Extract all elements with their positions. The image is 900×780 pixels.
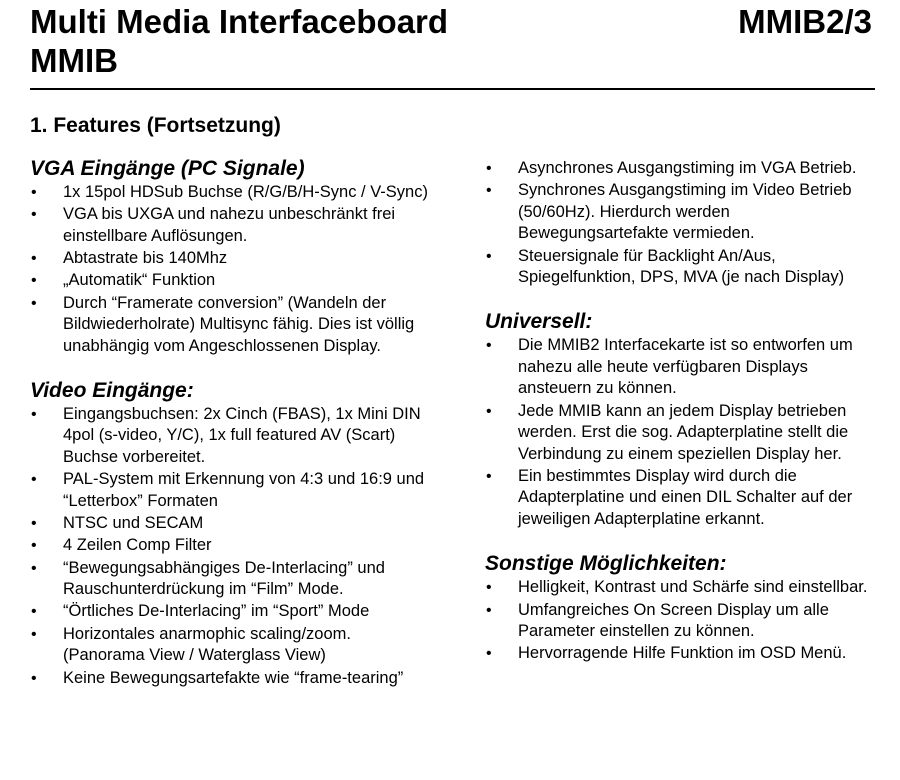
list-item-text: Hervorragende Hilfe Funktion im OSD Menü. bbox=[518, 644, 847, 663]
list-item bbox=[30, 469, 430, 512]
video-section bbox=[30, 378, 430, 689]
bullet-icon: • bbox=[31, 184, 37, 201]
bullet-icon: • bbox=[31, 206, 37, 224]
vga-section bbox=[30, 156, 430, 357]
list-item-text: Ein bestimmtes Display wird durch die Adapterplatine und einen DIL Schalter auf der jeweiligen Adapterplatine erkannt. bbox=[518, 466, 853, 528]
list-item-text: Die MMIB2 Interfacekarte ist so entworfen um nahezu alle heute verfügbaren Displays ansteuern zu können. bbox=[518, 336, 853, 398]
video-list bbox=[30, 404, 430, 689]
list-item bbox=[485, 401, 875, 466]
list-item-text: Steuersignale für Backlight An/Aus, Spiegelfunktion, DPS, MVA (je nach Display) bbox=[518, 246, 845, 287]
list-item bbox=[485, 643, 875, 665]
output-continued-list bbox=[485, 158, 875, 289]
list-item-text: “Bewegungsabhängiges De-Interlacing” und Rauschunterdrückung im “Film” Mode. bbox=[63, 558, 385, 599]
header-rule bbox=[30, 88, 875, 90]
list-item-text: Synchrones Ausgangstiming im Video Betrieb (50/60Hz). Hierdurch werden Bewegungsartefakte vermieden. bbox=[518, 181, 852, 243]
bullet-icon: • bbox=[486, 182, 492, 200]
list-item bbox=[30, 248, 430, 270]
bullet-icon: • bbox=[31, 250, 37, 268]
list-item bbox=[485, 466, 875, 531]
spacer bbox=[30, 358, 430, 378]
list-item-text: NTSC und SECAM bbox=[63, 514, 204, 533]
bullet-icon: • bbox=[486, 337, 492, 355]
bullet-icon: • bbox=[486, 402, 492, 420]
list-item bbox=[30, 535, 430, 557]
bullet-icon: • bbox=[486, 247, 492, 265]
list-item-text: Helligkeit, Kontrast und Schärfe sind einstellbar. bbox=[518, 578, 868, 597]
list-item-text: Jede MMIB kann an jedem Display betrieben werden. Erst die sog. Adapterplatine stellt die Verbindung zu einem speziellen Display her. bbox=[518, 401, 849, 463]
sonstige-section bbox=[485, 551, 875, 665]
universell-title: Universell: bbox=[485, 310, 593, 334]
list-item bbox=[485, 335, 875, 400]
list-item bbox=[485, 600, 875, 643]
vga-title: VGA Eingänge (PC Signale) bbox=[30, 157, 305, 180]
list-item bbox=[30, 270, 430, 292]
bullet-icon: • bbox=[31, 272, 37, 290]
bullet-icon: • bbox=[486, 645, 492, 663]
bullet-icon: • bbox=[31, 559, 37, 577]
spacer bbox=[485, 531, 875, 551]
list-item-text: VGA bis UXGA und nahezu unbeschränkt frei einstellbare Auflösungen. bbox=[63, 205, 396, 245]
video-title: Video Eingänge: bbox=[30, 378, 194, 402]
list-item bbox=[30, 204, 430, 247]
sonstige-title: Sonstige Möglichkeiten: bbox=[485, 552, 727, 576]
bullet-icon: • bbox=[486, 601, 492, 619]
bullet-icon: • bbox=[31, 603, 37, 621]
bullet-icon: • bbox=[486, 160, 492, 177]
bullet-icon: • bbox=[31, 471, 37, 489]
list-item-text: 4 Zeilen Comp Filter bbox=[63, 536, 212, 555]
list-item bbox=[30, 558, 430, 601]
list-item-text: Horizontales anarmophic scaling/zoom. (Panorama View / Waterglass View) bbox=[63, 624, 351, 665]
bullet-icon: • bbox=[31, 625, 37, 643]
bullet-icon: • bbox=[31, 405, 37, 423]
list-item bbox=[30, 182, 430, 204]
list-item bbox=[485, 180, 875, 245]
list-item bbox=[30, 601, 430, 623]
bullet-icon: • bbox=[486, 579, 492, 597]
vga-list bbox=[30, 182, 430, 357]
list-item bbox=[485, 577, 875, 599]
spacer bbox=[485, 289, 875, 309]
list-item bbox=[30, 668, 430, 690]
list-item bbox=[30, 404, 430, 469]
list-item-text: PAL-System mit Erkennung von 4:3 und 16:9 und “Letterbox” Formaten bbox=[63, 470, 425, 510]
list-item-text: Eingangsbuchsen: 2x Cinch (FBAS), 1x Mini DIN 4pol (s-video, Y/C), 1x full featured AV (Scart) Buchse vorbereitet. bbox=[63, 404, 421, 466]
universell-section bbox=[485, 309, 875, 530]
left-column bbox=[30, 156, 430, 690]
list-item bbox=[30, 293, 430, 358]
model-number: MMIB2/3 bbox=[738, 3, 872, 40]
list-item-text: Umfangreiches On Screen Display um alle Parameter einstellen zu können. bbox=[518, 600, 829, 641]
list-item-text: Durch “Framerate conversion” (Wandeln der Bildwiederholrate) Multisync fähig. Dies ist völlig unabhängig vom Angeschlossenen Display. bbox=[63, 293, 415, 355]
list-item-text: “Örtliches De-Interlacing” im “Sport” Mode bbox=[63, 602, 370, 621]
bullet-icon: • bbox=[31, 294, 37, 312]
section-heading: 1. Features (Fortsetzung) bbox=[30, 114, 281, 137]
document-header bbox=[30, 2, 875, 88]
right-column bbox=[485, 158, 875, 666]
list-item-text: „Automatik“ Funktion bbox=[63, 271, 216, 290]
list-item-text: Abtastrate bis 140Mhz bbox=[63, 249, 228, 268]
list-item bbox=[485, 246, 875, 289]
bullet-icon: • bbox=[31, 669, 37, 687]
bullet-icon: • bbox=[31, 537, 37, 555]
bullet-icon: • bbox=[31, 515, 37, 533]
list-item bbox=[30, 624, 430, 667]
universell-list bbox=[485, 335, 875, 530]
document-title: Multi Media Interfaceboard MMIB bbox=[30, 3, 449, 79]
list-item-text: Keine Bewegungsartefakte wie “frame-tearing” bbox=[63, 668, 404, 687]
list-item-text: Asynchrones Ausgangstiming im VGA Betrieb. bbox=[518, 159, 857, 177]
list-item bbox=[485, 158, 875, 180]
list-item bbox=[30, 513, 430, 535]
sonstige-list bbox=[485, 577, 875, 665]
bullet-icon: • bbox=[486, 467, 492, 485]
list-item-text: 1x 15pol HDSub Buchse (R/G/B/H-Sync / V-Sync) bbox=[63, 183, 428, 201]
